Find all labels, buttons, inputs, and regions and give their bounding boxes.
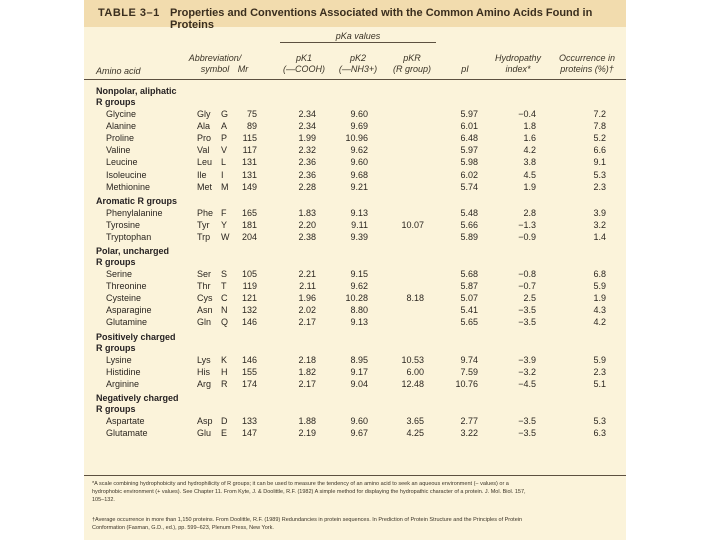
- cell-pk1: 2.19: [298, 427, 316, 438]
- cell-mr: 147: [241, 427, 257, 438]
- cell-pkr: 4.25: [406, 427, 424, 438]
- cell-pi: 5.66: [460, 219, 478, 230]
- cell-symbol: A: [221, 121, 228, 132]
- cell-pi: 5.07: [460, 293, 478, 304]
- cell-symbol: I: [221, 169, 224, 180]
- group-label: Nonpolar, aliphatic: [96, 86, 177, 96]
- cell-pi: 5.74: [460, 181, 478, 192]
- cell-pk2: 9.39: [350, 231, 368, 242]
- cell-pk2: 9.13: [350, 317, 368, 328]
- header-abbrev-2: symbol: [200, 64, 230, 74]
- cell-symbol: D: [221, 415, 228, 426]
- bottom-rule: [84, 475, 626, 476]
- cell-abbreviation: Leu: [197, 157, 213, 168]
- cell-pk1: 2.38: [298, 231, 316, 242]
- cell-mr: 155: [241, 366, 257, 377]
- header-pi: pI: [461, 64, 469, 74]
- table-sheet: [84, 0, 626, 540]
- cell-occurrence: 5.9: [593, 354, 606, 365]
- cell-abbreviation: Ile: [197, 169, 207, 180]
- cell-abbreviation: Ala: [197, 121, 211, 132]
- cell-occurrence: 5.9: [593, 281, 606, 292]
- cell-pk2: 9.68: [350, 169, 368, 180]
- header-pk2-1: pK2: [349, 53, 366, 63]
- cell-pk1: 2.28: [298, 181, 316, 192]
- cell-amino-acid: Aspartate: [106, 415, 145, 426]
- cell-hydropathy: −0.4: [518, 109, 536, 119]
- cell-amino-acid: Alanine: [106, 121, 137, 132]
- cell-hydropathy: −0.8: [518, 269, 536, 279]
- cell-amino-acid: Glutamate: [106, 427, 148, 438]
- cell-abbreviation: Gln: [197, 317, 212, 328]
- header-rule: [84, 79, 626, 80]
- cell-occurrence: 5.1: [593, 378, 606, 389]
- cell-hydropathy: −0.9: [518, 231, 536, 242]
- cell-amino-acid: Lysine: [106, 354, 132, 365]
- cell-abbreviation: His: [197, 366, 210, 377]
- cell-occurrence: 7.2: [593, 109, 606, 119]
- cell-hydropathy: 4.5: [523, 169, 536, 180]
- cell-pk2: 9.62: [350, 145, 368, 156]
- cell-hydropathy: 3.8: [523, 157, 536, 168]
- cell-abbreviation: Phe: [197, 207, 214, 218]
- cell-hydropathy: −0.7: [518, 281, 536, 292]
- cell-mr: 174: [241, 378, 257, 389]
- cell-pkr: 3.65: [406, 415, 424, 426]
- cell-symbol: R: [221, 378, 228, 389]
- cell-amino-acid: Glycine: [106, 109, 137, 119]
- header-pk2-2: (—NH3+): [338, 64, 378, 74]
- group-label-line2: R groups: [96, 403, 136, 414]
- table-label: TABLE 3–1: [98, 7, 160, 19]
- cell-pk1: 1.96: [298, 293, 316, 304]
- cell-amino-acid: Methionine: [106, 181, 151, 192]
- group-label: Aromatic R groups: [96, 195, 178, 206]
- cell-pk2: 9.60: [350, 415, 368, 426]
- cell-amino-acid: Tyrosine: [106, 219, 141, 230]
- cell-amino-acid: Serine: [106, 269, 133, 279]
- header-hydropathy-1: Hydropathy: [494, 53, 542, 63]
- cell-abbreviation: Thr: [197, 281, 211, 292]
- cell-pi: 6.02: [460, 169, 478, 180]
- header-abbrev-1: Abbreviation/: [188, 53, 242, 63]
- cell-pk1: 1.82: [298, 366, 316, 377]
- cell-amino-acid: Phenylalanine: [106, 207, 163, 218]
- cell-pk1: 1.99: [298, 133, 316, 144]
- cell-mr: 133: [241, 415, 257, 426]
- cell-mr: 75: [246, 109, 257, 119]
- cell-pk1: 2.20: [298, 219, 316, 230]
- header-pk1-2: (—COOH): [283, 64, 325, 74]
- cell-symbol: L: [221, 157, 227, 168]
- cell-hydropathy: 2.5: [523, 293, 536, 304]
- cell-pk2: 9.60: [350, 109, 368, 119]
- cell-pk2: 8.95: [350, 354, 368, 365]
- cell-symbol: V: [221, 145, 228, 156]
- cell-symbol: E: [221, 427, 228, 438]
- cell-symbol: N: [221, 305, 228, 316]
- group-label: Polar, uncharged: [96, 246, 170, 256]
- header-pkr-2: (R group): [392, 64, 431, 74]
- cell-pi: 2.77: [460, 415, 478, 426]
- cell-pk2: 9.69: [350, 121, 368, 132]
- footnote-occurrence: †Average occurrence in more than 1,150 proteins. From Doolittle, R.F. (1989) Redundancies in protein sequences. In Prediction of Protein Structure and the Principles of Protein Conformation (Fasman, G.D., ed.), pp. 599–623, Plenum Press, New York.: [92, 517, 523, 531]
- cell-pk1: 2.17: [298, 378, 316, 389]
- cell-symbol: G: [221, 109, 229, 119]
- cell-mr: 204: [241, 231, 257, 242]
- cell-abbreviation: Tyr: [197, 219, 210, 230]
- cell-pi: 5.87: [460, 281, 478, 292]
- cell-occurrence: 4.2: [593, 317, 606, 328]
- header-pk1-1: pK1: [295, 53, 312, 63]
- cell-pk2: 9.15: [350, 269, 368, 279]
- cell-hydropathy: 4.2: [523, 145, 536, 156]
- cell-mr: 131: [241, 169, 257, 180]
- cell-amino-acid: Glutamine: [106, 317, 148, 328]
- cell-pk2: 9.11: [351, 219, 368, 230]
- cell-hydropathy: 2.8: [523, 207, 536, 218]
- cell-hydropathy: −1.3: [518, 219, 536, 230]
- cell-hydropathy: 1.8: [523, 121, 536, 132]
- cell-pi: 9.74: [460, 354, 478, 365]
- cell-symbol: S: [221, 269, 228, 279]
- cell-mr: 131: [241, 157, 257, 168]
- cell-abbreviation: Glu: [197, 427, 212, 438]
- cell-pi: 5.48: [460, 207, 478, 218]
- cell-mr: 119: [242, 281, 257, 292]
- cell-occurrence: 6.6: [593, 145, 606, 156]
- cell-mr: 105: [241, 269, 257, 279]
- cell-pk2: 9.13: [350, 207, 368, 218]
- cell-pi: 5.97: [460, 145, 478, 156]
- cell-pk2: 9.62: [350, 281, 368, 292]
- cell-pi: 5.89: [460, 231, 478, 242]
- cell-pi: 3.22: [460, 427, 478, 438]
- cell-pk2: 9.17: [350, 366, 368, 377]
- cell-pk2: 9.67: [350, 427, 368, 438]
- cell-mr: 165: [241, 207, 257, 218]
- cell-hydropathy: −4.5: [518, 378, 536, 389]
- cell-pi: 7.59: [460, 366, 478, 377]
- cell-symbol: H: [221, 366, 228, 377]
- cell-mr: 121: [241, 293, 257, 304]
- cell-amino-acid: Cysteine: [106, 293, 142, 304]
- cell-pi: 5.98: [460, 157, 478, 168]
- cell-pi: 6.48: [460, 133, 478, 144]
- cell-symbol: Y: [221, 219, 228, 230]
- cell-hydropathy: −3.9: [518, 354, 536, 365]
- group-label-line2: R groups: [96, 342, 136, 353]
- cell-pkr: 8.18: [406, 293, 424, 304]
- cell-abbreviation: Ser: [197, 269, 212, 279]
- cell-pk1: 2.34: [298, 109, 316, 119]
- cell-mr: 132: [241, 305, 257, 316]
- cell-pi: 5.41: [460, 305, 478, 316]
- cell-amino-acid: Proline: [106, 133, 135, 144]
- header-mr: Mr: [237, 64, 249, 74]
- header-occurrence-1: Occurrence in: [558, 53, 616, 63]
- cell-hydropathy: −3.5: [518, 317, 536, 328]
- cell-mr: 89: [246, 121, 257, 132]
- table-title-bar: [84, 0, 626, 31]
- cell-mr: 146: [241, 354, 257, 365]
- cell-symbol: Q: [221, 317, 229, 328]
- header-amino-acid: Amino acid: [96, 66, 141, 76]
- cell-symbol: M: [221, 181, 229, 192]
- cell-occurrence: 2.3: [593, 181, 606, 192]
- cell-hydropathy: −3.5: [518, 305, 536, 316]
- cell-pkr: 6.00: [406, 366, 424, 377]
- cell-pi: 5.65: [460, 317, 478, 328]
- cell-symbol: K: [221, 354, 228, 365]
- cell-pkr: 10.53: [401, 354, 424, 365]
- cell-abbreviation: Cys: [197, 293, 213, 304]
- cell-pk2: 8.80: [350, 305, 368, 316]
- cell-hydropathy: 1.9: [523, 181, 536, 192]
- cell-mr: 117: [242, 145, 257, 156]
- cell-amino-acid: Isoleucine: [106, 169, 147, 180]
- cell-abbreviation: Val: [197, 145, 210, 156]
- cell-pk1: 2.11: [299, 281, 316, 292]
- cell-abbreviation: Met: [197, 181, 213, 192]
- cell-pk1: 2.02: [298, 305, 316, 316]
- cell-amino-acid: Histidine: [106, 366, 141, 377]
- cell-pk1: 1.88: [298, 415, 316, 426]
- cell-occurrence: 5.2: [593, 133, 606, 144]
- cell-occurrence: 5.3: [593, 169, 606, 180]
- cell-pk2: 9.60: [350, 157, 368, 168]
- group-label-line2: R groups: [96, 257, 136, 267]
- cell-hydropathy: −3.5: [518, 415, 536, 426]
- cell-occurrence: 9.1: [593, 157, 606, 168]
- table-title: Properties and Conventions Associated with the Common Amino Acids Found in Proteins: [170, 7, 593, 31]
- cell-mr: 149: [241, 181, 257, 192]
- cell-occurrence: 5.3: [593, 415, 606, 426]
- cell-pi: 6.01: [460, 121, 478, 132]
- cell-occurrence: 6.3: [593, 427, 606, 438]
- cell-abbreviation: Pro: [197, 133, 212, 144]
- cell-pk1: 2.36: [298, 157, 316, 168]
- cell-abbreviation: Asn: [197, 305, 213, 316]
- cell-symbol: T: [221, 281, 227, 292]
- cell-pi: 10.76: [455, 378, 478, 389]
- header-occurrence-2: proteins (%)†: [560, 64, 614, 74]
- cell-hydropathy: 1.6: [523, 133, 536, 144]
- cell-occurrence: 3.9: [593, 207, 606, 218]
- cell-occurrence: 1.4: [593, 231, 606, 242]
- cell-mr: 146: [241, 317, 257, 328]
- cell-amino-acid: Leucine: [106, 157, 138, 168]
- header-pkr-1: pKR: [403, 53, 421, 63]
- cell-pk1: 2.17: [298, 317, 316, 328]
- cell-pk1: 2.32: [298, 145, 316, 156]
- cell-hydropathy: −3.5: [518, 427, 536, 438]
- footnote-hydropathy: *A scale combining hydrophobicity and hydrophilicity of R groups; it can be used to measure the tendency of an amino acid to seek an aqueous environment (− values) or a hydrophobic environment (+ values). See Chapter 11. From Kyte, J. & Doolittle, R.F. (1982) A simple method for displaying the hydropathic character of a protein. J. Mol. Biol. 157, 105–132.: [92, 481, 526, 503]
- cell-pk1: 2.21: [298, 269, 316, 279]
- cell-abbreviation: Gly: [197, 109, 211, 119]
- cell-amino-acid: Arginine: [106, 378, 140, 389]
- cell-occurrence: 7.8: [593, 121, 606, 132]
- cell-symbol: W: [221, 231, 230, 242]
- cell-occurrence: 6.8: [593, 269, 606, 279]
- cell-symbol: P: [221, 133, 228, 144]
- cell-amino-acid: Threonine: [106, 281, 147, 292]
- cell-pk2: 9.21: [350, 181, 368, 192]
- cell-amino-acid: Valine: [106, 145, 131, 156]
- group-label-line2: R groups: [96, 97, 136, 107]
- cell-abbreviation: Lys: [197, 354, 211, 365]
- cell-pk2: 9.04: [350, 378, 368, 389]
- group-label: Positively charged: [96, 331, 176, 342]
- cell-occurrence: 4.3: [593, 305, 606, 316]
- header-hydropathy-2: index*: [505, 64, 531, 74]
- cell-mr: 115: [242, 133, 257, 144]
- cell-symbol: F: [221, 207, 227, 218]
- cell-abbreviation: Arg: [197, 378, 212, 389]
- cell-amino-acid: Asparagine: [106, 305, 152, 316]
- cell-pi: 5.68: [460, 269, 478, 279]
- group-label: Negatively charged: [96, 392, 179, 403]
- cell-pk1: 2.36: [298, 169, 316, 180]
- cell-occurrence: 3.2: [593, 219, 606, 230]
- cell-pk1: 2.34: [298, 121, 316, 132]
- cell-pi: 5.97: [460, 109, 478, 119]
- cell-mr: 181: [241, 219, 257, 230]
- cell-pk1: 2.18: [298, 354, 316, 365]
- cell-amino-acid: Tryptophan: [106, 231, 152, 242]
- cell-pk2: 10.96: [345, 133, 368, 144]
- cell-abbreviation: Asp: [197, 415, 213, 426]
- cell-pkr: 12.48: [401, 378, 424, 389]
- cell-abbreviation: Trp: [197, 231, 211, 242]
- cell-pkr: 10.07: [401, 219, 424, 230]
- cell-occurrence: 2.3: [593, 366, 606, 377]
- cell-pk2: 10.28: [345, 293, 368, 304]
- cell-pk1: 1.83: [298, 207, 316, 218]
- pka-group-header: pKa values: [335, 31, 381, 41]
- cell-occurrence: 1.9: [593, 293, 606, 304]
- pka-header-rule: [280, 42, 436, 43]
- cell-hydropathy: −3.2: [518, 366, 536, 377]
- cell-symbol: C: [221, 293, 228, 304]
